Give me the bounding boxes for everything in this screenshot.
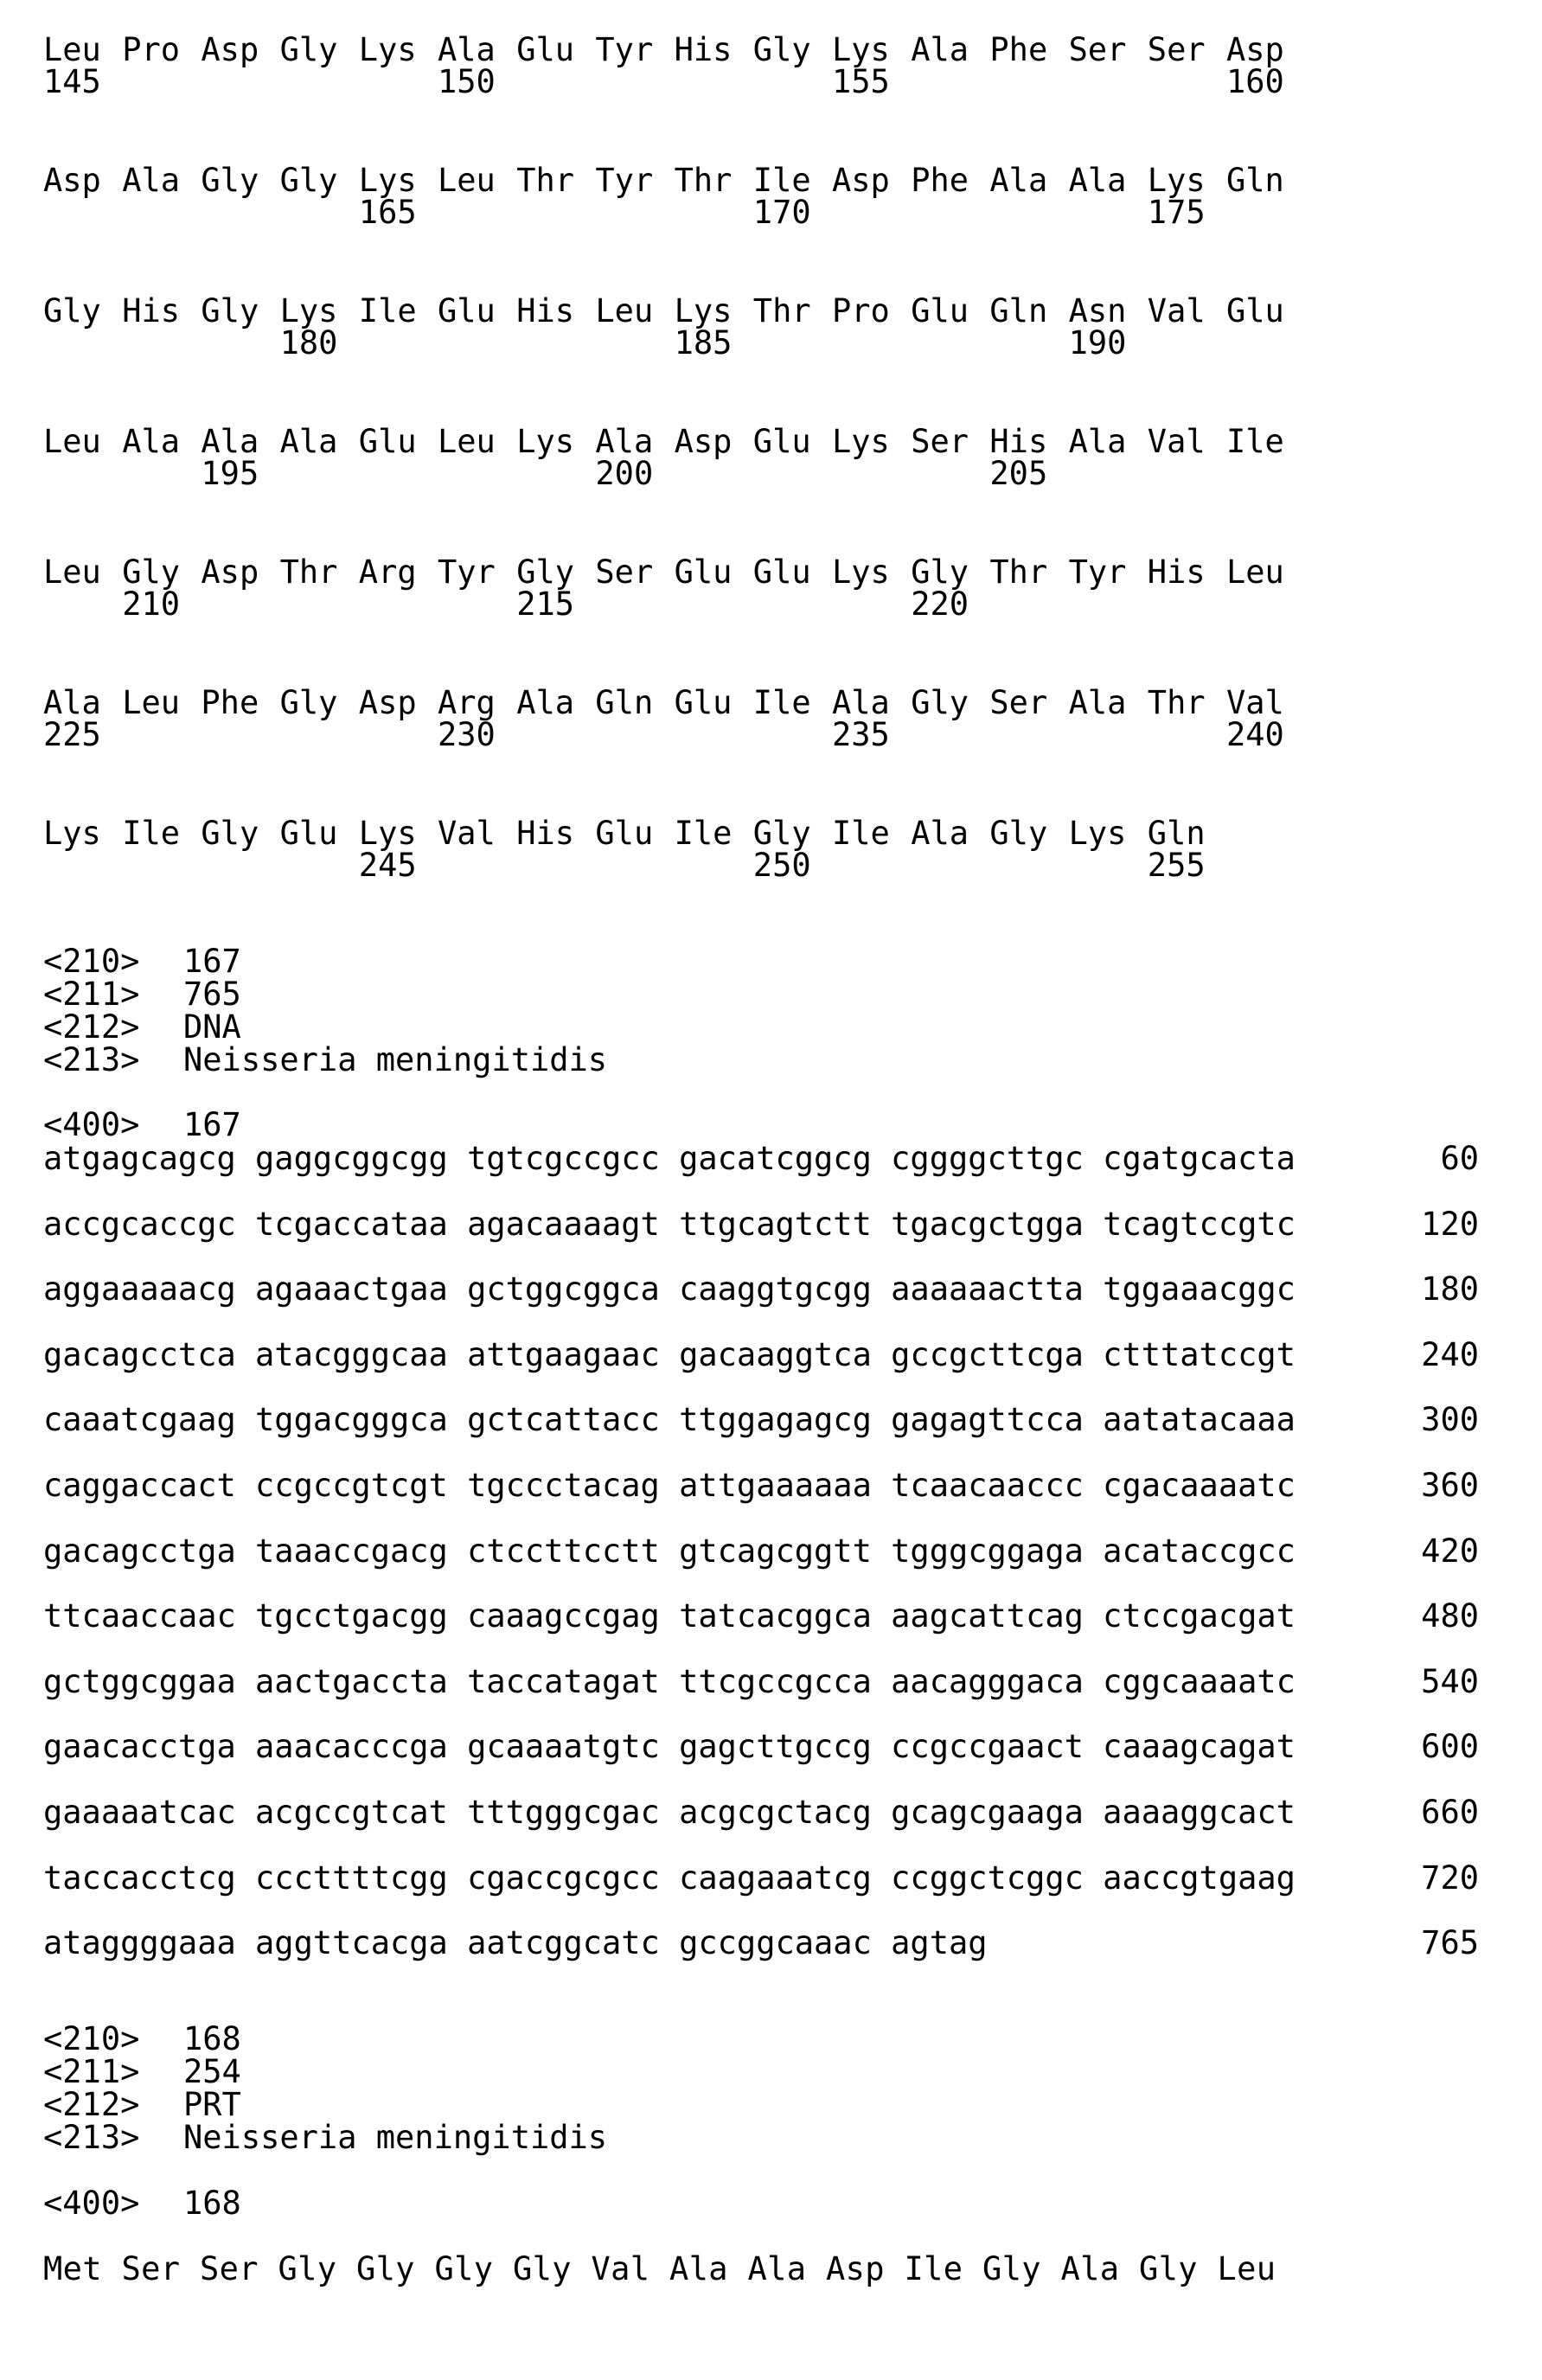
residue: Ala (43, 684, 101, 721)
dna-position-number: 540 (1421, 1662, 1479, 1700)
residue: Ile (752, 162, 811, 199)
residue: Gly (516, 553, 575, 591)
residue: Asn (1068, 292, 1127, 329)
seq-id-number: 167 (183, 943, 241, 980)
residue: Gly (911, 684, 969, 721)
tag-213: <213> (43, 2119, 140, 2156)
dna-position-number: 765 (1421, 1924, 1479, 1962)
dna-line (43, 1468, 1479, 1503)
residue: Ala (595, 423, 654, 460)
residue: Ile (122, 815, 181, 852)
residue: Ala (911, 815, 969, 852)
residue: Phe (989, 31, 1048, 68)
residue: Leu (438, 162, 496, 199)
residue: His (1147, 553, 1206, 591)
dna-line (43, 1599, 1479, 1634)
residue-position-number: 155 (832, 63, 890, 100)
residue: Gly (201, 292, 259, 329)
dna-sequence-text: caggaccact ccgccgtcgt tgccctacag attgaaaaaa tcaacaaccc cgacaaaatc (43, 1467, 1296, 1504)
residue: Lys (516, 423, 575, 460)
residue: Lys (832, 423, 890, 460)
dna-line (43, 1730, 1479, 1764)
residue: Gly (989, 815, 1048, 852)
residue-position-number: 150 (438, 63, 496, 100)
dna-position-number: 240 (1421, 1335, 1479, 1373)
residue: Glu (674, 684, 733, 721)
residue: Thr (516, 162, 575, 199)
dna-sequence-text: gacagcctga taaaccgacg ctccttcctt gtcagcggtt tgggcggaga acataccgcc (43, 1532, 1296, 1570)
sequence-type: PRT (183, 2086, 241, 2123)
dna-line (43, 1142, 1479, 1176)
residue: Glu (438, 292, 496, 329)
residue: Ala (516, 684, 575, 721)
dna-sequence-text: taccacctcg cccttttcgg cgaccgcgcc caagaaatcg ccggctcggc aaccgtgaag (43, 1859, 1296, 1897)
dna-position-number: 480 (1421, 1597, 1479, 1635)
residue: Ala (1068, 162, 1127, 199)
residue: Gly (752, 31, 811, 68)
dna-position-number: 60 (1440, 1140, 1479, 1177)
residue: Phe (911, 162, 969, 199)
tag-210: <210> (43, 2020, 140, 2057)
residue: Ala (438, 31, 496, 68)
residue: Tyr (595, 31, 654, 68)
residue: His (516, 815, 575, 852)
residue: Gly (752, 815, 811, 852)
residue-position-number: 255 (1147, 847, 1206, 884)
residue: Arg (358, 553, 417, 591)
residue: Lys (832, 31, 890, 68)
dna-position-number: 720 (1421, 1859, 1479, 1897)
residue: Leu (595, 292, 654, 329)
residue: Glu (1226, 292, 1284, 329)
tag-400: <400> (43, 1106, 140, 1143)
dna-line (43, 1272, 1479, 1307)
residue: Ile (752, 684, 811, 721)
residue: Gly (201, 815, 259, 852)
residue-position-number: 165 (358, 194, 417, 231)
sequence-length: 765 (183, 976, 241, 1013)
residue: Ser (1147, 31, 1206, 68)
dna-position-number: 660 (1421, 1794, 1479, 1831)
residue: Glu (595, 815, 654, 852)
residue: Asp (674, 423, 733, 460)
residue: Thr (279, 553, 338, 591)
residue: Pro (122, 31, 181, 68)
seq-id-number: 168 (183, 2020, 241, 2057)
residue: Ala (832, 684, 890, 721)
dna-position-number: 600 (1421, 1728, 1479, 1766)
residue: Pro (832, 292, 890, 329)
residue-position-number: 170 (752, 194, 811, 231)
sequence-label: 168 (183, 2185, 241, 2222)
residue: Leu (122, 684, 181, 721)
dna-position-number: 360 (1421, 1467, 1479, 1504)
residue-position-number: 190 (1068, 324, 1127, 361)
residue: Lys (43, 815, 101, 852)
residue: Gly (911, 553, 969, 591)
tag-212: <212> (43, 2086, 140, 2123)
residue-position-number: 215 (516, 585, 575, 623)
dna-sequence-text: aggaaaaacg agaaactgaa gctggcggca caaggtgcgg aaaaaactta tggaaacggc (43, 1270, 1296, 1308)
dna-sequence-text: gaaaaatcac acgccgtcat tttgggcgac acgcgctacg gcagcgaaga aaaaggcact (43, 1794, 1296, 1831)
protein-first-row: Met Ser Ser Gly Gly Gly Gly Val Ala Ala Asp Ile Gly Ala Gly Leu (43, 2250, 1276, 2287)
dna-line (43, 1335, 1479, 1373)
dna-line (43, 1861, 1479, 1896)
residue-position-number: 245 (358, 847, 417, 884)
residue-position-number: 210 (122, 585, 181, 623)
tag-213: <213> (43, 1041, 140, 1078)
residue: Val (1147, 292, 1206, 329)
residue-position-number: 200 (595, 455, 654, 492)
residue: Ala (989, 162, 1048, 199)
residue: Thr (1147, 684, 1206, 721)
dna-sequence-text: gacagcctca atacgggcaa attgaagaac gacaaggtca gccgcttcga ctttatccgt (43, 1335, 1296, 1373)
residue: Glu (516, 31, 575, 68)
residue: Ala (1068, 684, 1127, 721)
residue: Val (1226, 684, 1284, 721)
residue: Gln (1226, 162, 1284, 199)
residue-position-number: 205 (989, 455, 1048, 492)
residue: Ala (122, 423, 181, 460)
residue-position-number: 230 (438, 716, 496, 753)
residue: Lys (358, 815, 417, 852)
residue: Ala (911, 31, 969, 68)
dna-sequence-text: caaatcgaag tggacgggca gctcattacc ttggagagcg gagagttcca aatatacaaa (43, 1401, 1296, 1439)
residue: Glu (911, 292, 969, 329)
dna-sequence-text: gaacacctga aaacacccga gcaaaatgtc gagcttgccg ccgccgaact caaagcagat (43, 1728, 1296, 1766)
residue: Thr (989, 553, 1048, 591)
residue-position-number: 175 (1147, 194, 1206, 231)
dna-line (43, 1403, 1479, 1437)
residue: His (989, 423, 1048, 460)
residue: Glu (674, 553, 733, 591)
residue: Tyr (1068, 553, 1127, 591)
tag-210: <210> (43, 943, 140, 980)
residue: Ser (595, 553, 654, 591)
residue: Leu (43, 423, 101, 460)
dna-sequence-text: gctggcggaa aactgaccta taccatagat ttcgccgcca aacagggaca cggcaaaatc (43, 1662, 1296, 1700)
residue: Ser (911, 423, 969, 460)
residue-position-number: 145 (43, 63, 101, 100)
residue: Glu (752, 423, 811, 460)
residue-position-number: 240 (1226, 716, 1284, 753)
residue: Arg (438, 684, 496, 721)
residue: Leu (43, 31, 101, 68)
residue: Lys (674, 292, 733, 329)
dna-sequence-text: ataggggaaa aggttcacga aatcggcatc gccggcaaac agtag (43, 1924, 988, 1962)
residue: Gly (279, 162, 338, 199)
residue: Lys (358, 162, 417, 199)
residue: Gly (201, 162, 259, 199)
residue-position-number: 195 (201, 455, 259, 492)
residue-position-number: 220 (911, 585, 969, 623)
sequence-type: DNA (183, 1008, 241, 1046)
dna-line (43, 1534, 1479, 1569)
residue: Lys (358, 31, 417, 68)
residue: Leu (1226, 553, 1284, 591)
residue: Glu (752, 553, 811, 591)
residue: His (516, 292, 575, 329)
residue: Ser (989, 684, 1048, 721)
organism: Neisseria meningitidis (183, 2119, 608, 2156)
dna-position-number: 300 (1421, 1401, 1479, 1439)
residue: Glu (279, 815, 338, 852)
residue: Lys (1147, 162, 1206, 199)
residue: Ile (674, 815, 733, 852)
residue: Gln (1147, 815, 1206, 852)
residue: Leu (43, 553, 101, 591)
dna-sequence-text: ttcaaccaac tgcctgacgg caaagccgag tatcacggca aagcattcag ctccgacgat (43, 1597, 1296, 1635)
dna-position-number: 120 (1421, 1205, 1479, 1243)
dna-sequence-text: atgagcagcg gaggcggcgg tgtcgccgcc gacatcggcg cggggcttgc cgatgcacta (43, 1140, 1296, 1177)
residue: Lys (832, 553, 890, 591)
residue: Ser (1068, 31, 1127, 68)
residue: Ile (832, 815, 890, 852)
residue-position-number: 180 (279, 324, 338, 361)
residue-position-number: 185 (674, 324, 733, 361)
residue: Asp (43, 162, 101, 199)
residue: Val (438, 815, 496, 852)
dna-position-number: 180 (1421, 1270, 1479, 1308)
residue: Tyr (438, 553, 496, 591)
residue-position-number: 235 (832, 716, 890, 753)
residue: Lys (1068, 815, 1127, 852)
residue: Asp (201, 31, 259, 68)
sequence-label: 167 (183, 1106, 241, 1143)
residue: Thr (674, 162, 733, 199)
residue-position-number: 160 (1226, 63, 1284, 100)
residue: Ile (358, 292, 417, 329)
residue: Asp (358, 684, 417, 721)
residue: Leu (438, 423, 496, 460)
residue: Glu (358, 423, 417, 460)
residue: Ala (1068, 423, 1127, 460)
dna-sequence-text: accgcaccgc tcgaccataa agacaaaagt ttgcagtctt tgacgctgga tcagtccgtc (43, 1205, 1296, 1243)
residue: Ile (1226, 423, 1284, 460)
residue: Lys (279, 292, 338, 329)
residue: Asp (201, 553, 259, 591)
tag-212: <212> (43, 1008, 140, 1046)
residue: Gly (279, 31, 338, 68)
residue: Gln (595, 684, 654, 721)
residue: Asp (1226, 31, 1284, 68)
tag-211: <211> (43, 2053, 140, 2090)
tag-400: <400> (43, 2185, 140, 2222)
residue: Ala (201, 423, 259, 460)
residue: Gly (43, 292, 101, 329)
residue: His (122, 292, 181, 329)
residue: Ala (122, 162, 181, 199)
dna-line (43, 1207, 1479, 1242)
tag-211: <211> (43, 976, 140, 1013)
dna-line (43, 1795, 1479, 1830)
residue: Phe (201, 684, 259, 721)
residue-position-number: 225 (43, 716, 101, 753)
residue: Tyr (595, 162, 654, 199)
residue: Thr (752, 292, 811, 329)
residue: His (674, 31, 733, 68)
dna-position-number: 420 (1421, 1532, 1479, 1570)
residue: Gln (989, 292, 1048, 329)
organism: Neisseria meningitidis (183, 1041, 608, 1078)
residue: Ala (279, 423, 338, 460)
residue: Asp (832, 162, 890, 199)
residue: Gly (122, 553, 181, 591)
sequence-length: 254 (183, 2053, 241, 2090)
residue: Gly (279, 684, 338, 721)
residue: Val (1147, 423, 1206, 460)
dna-line (43, 1662, 1479, 1700)
dna-line (43, 1926, 1479, 1961)
residue-position-number: 250 (752, 847, 811, 884)
